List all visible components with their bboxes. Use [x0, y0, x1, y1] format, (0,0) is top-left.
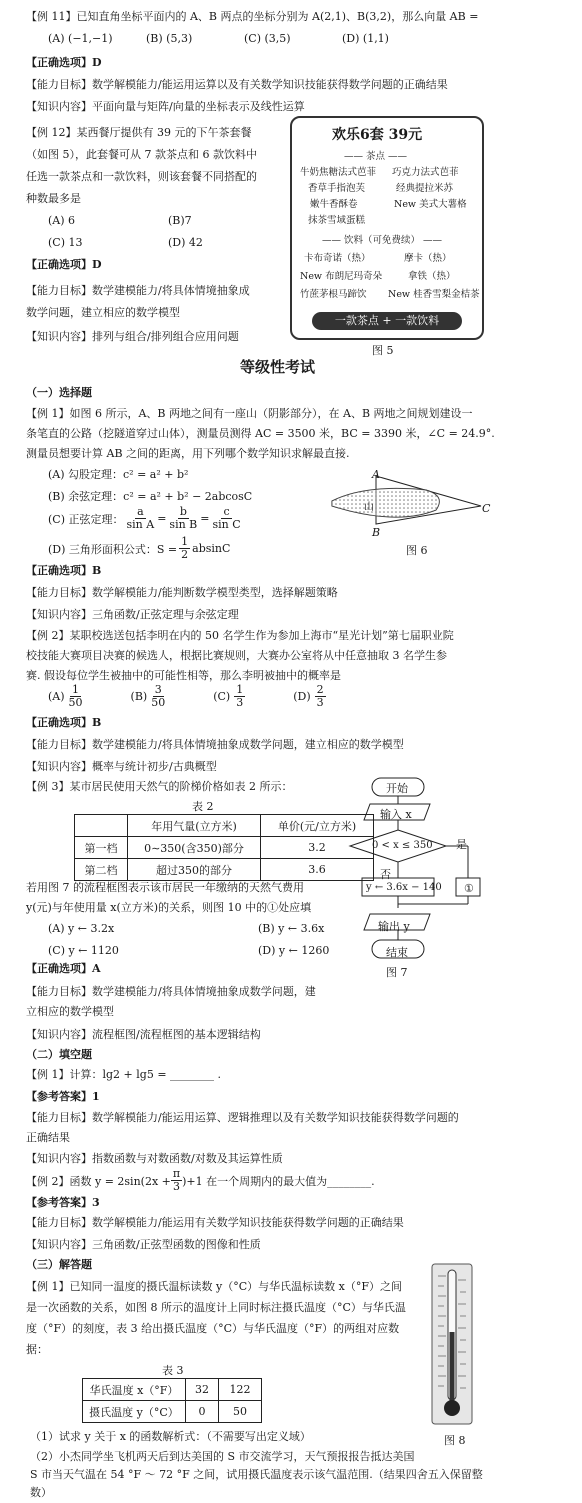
- figure-5-caption: 图 5: [372, 344, 394, 357]
- figure-6-caption: 图 6: [406, 544, 428, 557]
- ex12-stem-line: 【例 12】某西餐厅提供有 39 元的下午茶套餐: [26, 126, 252, 139]
- ex11-answer: 【正确选项】D: [26, 56, 102, 69]
- table-header: 单价(元/立方米): [261, 815, 374, 837]
- ex3-options: [48, 918, 378, 962]
- solve1-q2-line: S 市当天气温在 54 °F ～ 72 °F 之间，试用摄氏温度表示该气温范围.（结果四舍五入保留整: [30, 1468, 483, 1481]
- ex2-stem-line: 【例 2】某职校选送包括李明在内的 50 名学生作为参加上海市“星光计划”第七届职业院: [26, 629, 454, 642]
- ex12-answer: 【正确选项】D: [26, 258, 102, 271]
- ex12-stem-line: 任选一款茶点和一款饮料，则该套餐不同搭配的: [26, 170, 257, 183]
- flow-condition: 0 < x ≤ 350: [372, 840, 433, 851]
- ex3-option-b: (B) y ← 3.6x: [258, 922, 325, 935]
- table-cell: 第一档: [75, 837, 128, 859]
- ex12-ability-line: 数学问题，建立相应的数学模型: [26, 306, 180, 319]
- ex11-option-d: (D) (1,1): [342, 32, 389, 45]
- ex12-option-a: (A) 6: [48, 214, 76, 227]
- point-b-label: B: [372, 526, 381, 539]
- fill1-knowledge: 【知识内容】指数函数与对数函数/对数及其运算性质: [26, 1152, 283, 1165]
- table-cell: 3.2: [261, 837, 374, 859]
- solve1-stem-line: 度（°F）的刻度，表 3 给出摄氏温度（°C）与华氏温度（°F）的两组对应数: [26, 1322, 400, 1335]
- ex2-stem: [26, 626, 454, 686]
- ex1-ability: 【能力目标】数学解模能力/能判断数学模型类型，选择解题策略: [26, 586, 338, 599]
- point-a-label: A: [372, 468, 380, 481]
- ex3-after-line: 若用图 7 的流程框图表示该市居民一年缴纳的天然气费用: [26, 881, 304, 894]
- ex2-option-d: (D) $\frac{2}{3}$: [293, 683, 324, 709]
- ex12-ability: [26, 280, 250, 324]
- ex12-stem: [26, 122, 257, 210]
- solve1-stem: [26, 1276, 406, 1360]
- ex12-option-d: (D) 42: [168, 236, 203, 249]
- ex1-option-c-label: (C) 正弦定理：: [48, 512, 124, 526]
- fill1-ability-line: 【能力目标】数学解模能力/能运用运算、逻辑推理以及有关数学知识技能获得数学问题的: [26, 1111, 459, 1124]
- flow-yes: 是: [456, 838, 467, 851]
- menu-snack: 嫩牛香酥卷: [310, 199, 358, 210]
- ex12-option-c: (C) 13: [48, 236, 83, 249]
- menu-figure: [290, 116, 484, 340]
- menu-drink: 竹蔗茅根马蹄饮: [300, 289, 367, 300]
- fill2-ability: 【能力目标】数学解模能力/能运用有关数学知识技能获得数学问题的正确结果: [26, 1216, 404, 1229]
- ex3-ability: [26, 982, 316, 1022]
- ex2-options: [48, 684, 326, 709]
- point-c-label: C: [482, 502, 491, 515]
- ex11-option-b: (B) (5,3): [146, 32, 193, 45]
- table-2: [74, 814, 374, 881]
- flow-output: 输出 y: [378, 920, 410, 933]
- table-cell: 0∼350(含350)部分: [128, 837, 261, 859]
- ex2-option-c: (C) $\frac{1}{3}$: [213, 683, 244, 709]
- table-cell: 0: [186, 1401, 219, 1423]
- ex2-stem-line: 赛. 假设每位学生被抽中的可能性相等，那么李明被抽中的概率是: [26, 669, 341, 682]
- solve1-q2-line: 数）: [30, 1486, 52, 1499]
- ex3-option-d: (D) y ← 1260: [258, 944, 330, 957]
- table-cell: 超过350的部分: [128, 859, 261, 881]
- ex12-ability-line: 【能力目标】数学建模能力/将具体情境抽象成: [26, 284, 250, 297]
- menu-drink: 拿铁（热）: [408, 271, 456, 282]
- flow-no: 否: [380, 868, 391, 881]
- ex11-stem: 【例 11】已知直角坐标平面内的 A、B 两点的坐标分别为 A(2,1)、B(3,2)，那么向量 AB =: [26, 10, 479, 23]
- ex11-option-c: (C) (3,5): [244, 32, 291, 45]
- table-3: [82, 1378, 262, 1423]
- ex1-option-a: (A) 勾股定理：c² = a² + b²: [48, 468, 189, 481]
- table-3-caption: 表 3: [162, 1364, 184, 1377]
- ex11-knowledge: 【知识内容】平面向量与矩阵/向量的坐标表示及线性运算: [26, 100, 305, 113]
- table-3-wrap: [82, 1378, 262, 1423]
- frac-half: $\frac{1}{2}$: [181, 535, 189, 561]
- ex3-ability-line: 【能力目标】数学建模能力/将具体情境抽象成数学问题，建: [26, 985, 316, 998]
- menu-snack: 牛奶焦糖法式芭菲: [300, 167, 377, 178]
- menu-snack: 抹茶雪域蛋糕: [308, 215, 366, 226]
- ex1-answer: 【正确选项】B: [26, 564, 102, 577]
- ex2-option-a: (A) $\frac{1}{50}$: [48, 683, 83, 709]
- figure-8-caption: 图 8: [444, 1434, 466, 1447]
- fill2-stem-b: )+1 在一个周期内的最大值为________.: [182, 1174, 375, 1188]
- menu-drink: New 布朗尼玛奇朵: [300, 271, 383, 282]
- ex1-option-b: (B) 余弦定理：c² = a² + b² − 2abcosC: [48, 490, 253, 503]
- menu-snack: New 美式大薯格: [394, 199, 467, 210]
- ex1-stem-line: 条笔直的公路（挖隧道穿过山体），测量员测得 AC = 3500 米，BC = 3390 米，∠C = 24.9°.: [26, 427, 495, 440]
- ex1-knowledge: 【知识内容】三角函数/正弦定理与余弦定理: [26, 608, 239, 621]
- ex1-stem-line: 测量员想要计算 AB 之间的距离，用下列哪个数学知识求解最直接.: [26, 447, 350, 460]
- ex1-option-c: (C) 正弦定理： $\frac{a}{\text{sin A}}$ = $\frac{b}{\text{sin B}}$ = $\frac{c}{\text{sin C}}$: [48, 505, 241, 531]
- solve1-q2: [30, 1448, 483, 1502]
- solve1-q2-line: （2）小杰同学坐飞机两天后到达美国的 S 市交流学习，天气预报报告抵达美国: [30, 1450, 415, 1463]
- solve1-q1: （1）试求 y 关于 x 的函数解析式：（不需要写出定义域）: [30, 1430, 311, 1443]
- table-cell: 第二档: [75, 859, 128, 881]
- ex2-stem-line: 校技能大赛项目决赛的候选人，根据比赛规则，大赛办公室将从中任意抽取 3 名学生参: [26, 649, 447, 662]
- ex2-answer: 【正确选项】B: [26, 716, 102, 729]
- frac-c-sinC: $\frac{c}{\text{sin C}}$: [212, 505, 241, 531]
- menu-title: 欢乐6套 39元: [332, 127, 423, 143]
- ex1-option-d-label: (D) 三角形面积公式：S =: [48, 542, 178, 556]
- table-2-wrap: [74, 814, 374, 881]
- menu-drink: 卡布奇诺（热）: [304, 253, 371, 264]
- menu-bottom-bar: 一款茶点 + 一款饮料: [312, 312, 462, 330]
- table-2-caption: 表 2: [192, 800, 214, 813]
- ex1-option-d-tail: absinC: [192, 542, 231, 555]
- frac-pi-3: $\frac{\pi}{3}$: [172, 1167, 181, 1193]
- menu-drinks-header: —— 饮料（可免费续） ——: [322, 235, 443, 246]
- flow-input: 输入 x: [380, 808, 412, 821]
- table-cell: 摄氏温度 y（°C）: [83, 1401, 186, 1423]
- fill1-ability-line: 正确结果: [26, 1131, 70, 1144]
- ex12-stem-line: （如图 5），此套餐可从 7 款茶点和 6 款饮料中: [26, 148, 257, 161]
- section-fill: （二）填空题: [26, 1048, 92, 1061]
- table-header: 年用气量(立方米): [128, 815, 261, 837]
- ex2-knowledge: 【知识内容】概率与统计初步/古典概型: [26, 760, 217, 773]
- flow-start: 开始: [386, 782, 408, 795]
- ex12-knowledge: 【知识内容】排列与组合/排列组合应用问题: [26, 330, 239, 343]
- ex2-ability: 【能力目标】数学建模能力/将具体情境抽象成数学问题，建立相应的数学模型: [26, 738, 404, 751]
- ex3-after-line: y(元)与年使用量 x(立方米)的关系，则图 10 中的①处应填: [26, 901, 312, 914]
- section-solve: （三）解答题: [26, 1258, 92, 1271]
- ex11-option-a: (A) (−1,−1): [48, 32, 113, 45]
- menu-snack: 巧克力法式芭菲: [392, 167, 459, 178]
- fill1-stem: 【例 1】计算：lg2 + lg5 = ________ .: [26, 1068, 222, 1081]
- fill1-ability: [26, 1108, 459, 1148]
- ex12-options: [48, 210, 288, 254]
- table-cell: [75, 815, 128, 837]
- menu-drink: 摩卡（热）: [404, 253, 452, 264]
- solve1-stem-line: 据：: [26, 1343, 48, 1356]
- table-cell: 3.6: [261, 859, 374, 881]
- ex3-option-c: (C) y ← 1120: [48, 944, 119, 957]
- figure-7-caption: 图 7: [386, 966, 408, 979]
- table-cell: 32: [186, 1379, 219, 1401]
- menu-snack: 经典提拉米苏: [396, 183, 454, 194]
- figure-8-thermometer: [430, 1262, 474, 1432]
- ex11-ability: 【能力目标】数学解模能力/能运用运算以及有关数学知识技能获得数学问题的正确结果: [26, 78, 448, 91]
- ex12-option-b: (B)7: [168, 214, 192, 227]
- flow-process: y ← 3.6x − 140: [366, 882, 442, 893]
- frac-b-sinB: $\frac{b}{\text{sin B}}$: [169, 505, 198, 531]
- flow-end: 结束: [386, 946, 408, 959]
- fill2-stem: [26, 1168, 375, 1193]
- table-cell: 华氏温度 x（°F）: [83, 1379, 186, 1401]
- ex3-ability-line: 立相应的数学模型: [26, 1005, 114, 1018]
- fill2-knowledge: 【知识内容】三角函数/正弦型函数的图像和性质: [26, 1238, 261, 1251]
- solve1-stem-line: 是一次函数的关系，如图 8 所示的温度计上同时标注摄氏温度（°C）与华氏温: [26, 1301, 406, 1314]
- ex3-knowledge: 【知识内容】流程框图/流程框图的基本逻辑结构: [26, 1028, 261, 1041]
- menu-snack: 香草手指泡芙: [308, 183, 366, 194]
- ex3-answer: 【正确选项】A: [26, 962, 101, 975]
- ex3-option-a: (A) y ← 3.2x: [48, 922, 115, 935]
- ex3-after: [26, 878, 311, 918]
- mountain-label: 山: [364, 502, 374, 513]
- fill1-answer: 【参考答案】1: [26, 1090, 100, 1103]
- section-title: 等级性考试: [240, 358, 316, 376]
- frac-a-sinA: $\frac{a}{\text{sin A}}$: [126, 505, 155, 531]
- ex2-option-b: (B) $\frac{3}{50}$: [130, 683, 166, 709]
- figure-6-triangle: [326, 466, 496, 546]
- table-cell: 122: [219, 1379, 262, 1401]
- ex1-stem-line: 【例 1】如图 6 所示，A、B 两地之间有一座山（阴影部分），在 A、B 两地之间规划建设一: [26, 407, 473, 420]
- menu-snacks-header: —— 茶点 ——: [344, 151, 408, 162]
- ex1-stem: [26, 404, 495, 464]
- solve1-stem-line: 【例 1】已知同一温度的摄氏温标读数 y（°C）与华氏温标读数 x（°F）之间: [26, 1280, 402, 1293]
- ex12-stem-line: 种数最多是: [26, 192, 81, 205]
- menu-drink: New 桂香雪梨金桔茶: [388, 289, 480, 300]
- ex11-options: [48, 32, 440, 45]
- fill2-stem-a: 【例 2】函数 y = 2sin(2x +: [26, 1174, 171, 1188]
- ex1-option-d: [48, 536, 230, 561]
- flow-blank: ①: [464, 882, 474, 895]
- table-cell: 50: [219, 1401, 262, 1423]
- ex3-stem: 【例 3】某市居民使用天然气的阶梯价格如表 2 所示：: [26, 780, 293, 793]
- section-choice: （一）选择题: [26, 386, 92, 399]
- fill2-answer: 【参考答案】3: [26, 1196, 100, 1209]
